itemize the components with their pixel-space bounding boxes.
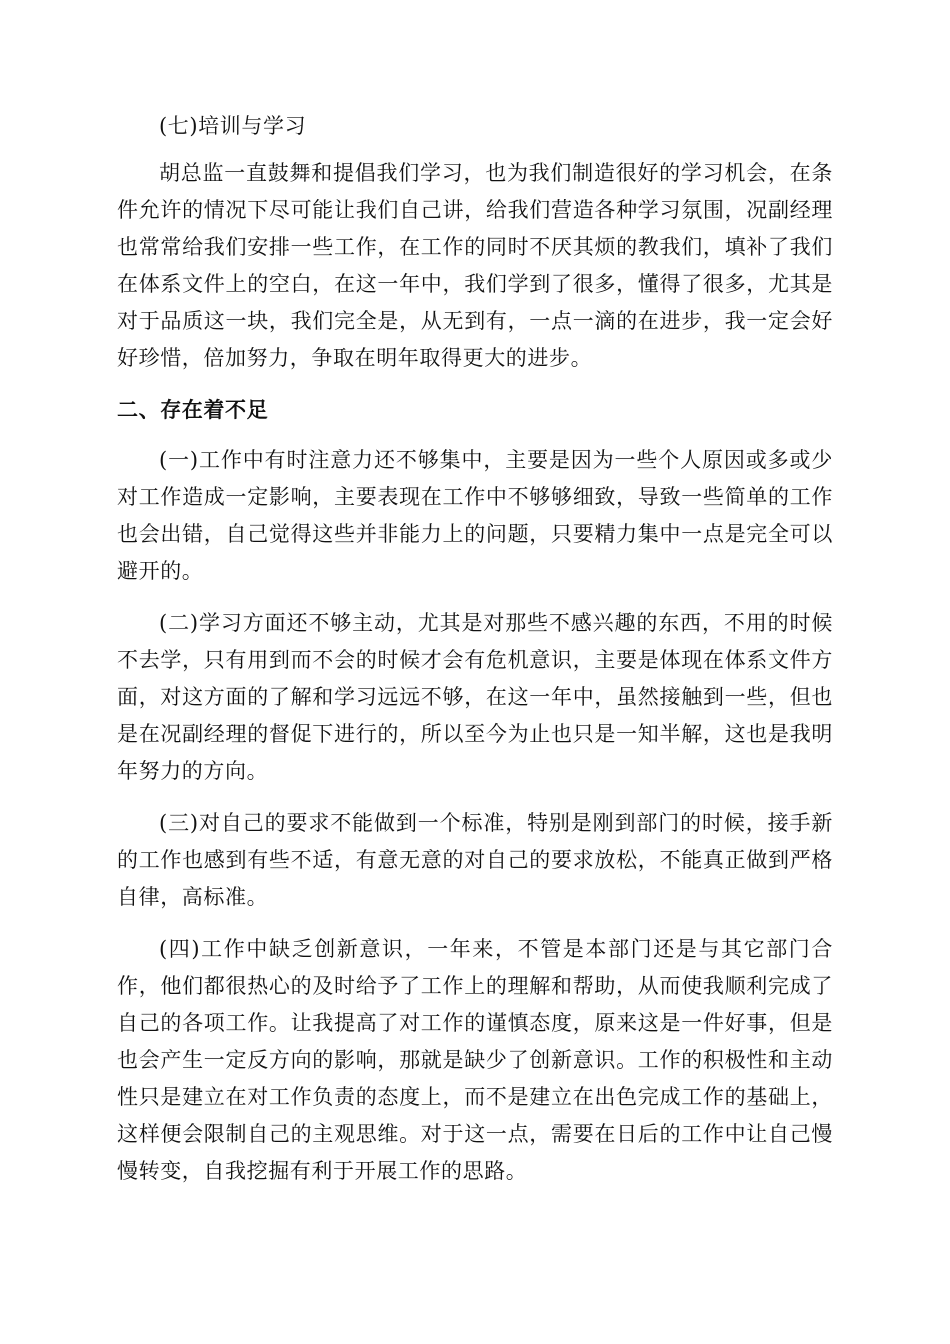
subheading-training: (七)培训与学习: [159, 114, 307, 138]
paragraph-training-body: 胡总监一直鼓舞和提倡我们学习，也为我们制造很好的学习机会，在条件允许的情况下尽可能让我们自己讲，给我们营造各种学习氛围，况副经理也常常给我们安排一些工作，在工作的同时不厌其烦的教我们，填补了我们在体系文件上的空白，在这一年中，我们学到了很多，懂得了很多，尤其是对于品质这一块，我们完全是，从无到有，一点一滴的在进步，我一定会好好珍惜，倍加努力，争取在明年取得更大的进步。: [117, 161, 833, 370]
paragraph-shortcoming-3: (三)对自己的要求不能做到一个标准，特别是刚到部门的时候，接手新的工作也感到有些不适，有意无意的对自己的要求放松，不能真正做到严格自律，高标准。: [117, 811, 833, 909]
paragraph-shortcoming-1: (一)工作中有时注意力还不够集中，主要是因为一些个人原因或多或少对工作造成一定影响，主要表现在工作中不够够细致，导致一些简单的工作也会出错，自己觉得这些并非能力上的问题，只要精力集中一点是完全可以避开的。: [117, 448, 833, 583]
section-heading-shortcomings: 二、存在着不足: [117, 398, 269, 422]
paragraph-shortcoming-2: (二)学习方面还不够主动，尤其是对那些不感兴趣的东西，不用的时候不去学，只有用到而不会的时候才会有危机意识，主要是体现在体系文件方面，对这方面的了解和学习远远不够，在这一年中，虽然接触到一些，但也是在况副经理的督促下进行的，所以至今为止也只是一知半解，这也是我明年努力的方向。: [117, 611, 833, 783]
document-page: [117, 108, 833, 1205]
paragraph-shortcoming-4: (四)工作中缺乏创新意识，一年来，不管是本部门还是与其它部门合作，他们都很热心的及时给予了工作上的理解和帮助，从而使我顺利完成了自己的各项工作。让我提高了对工作的谨慎态度，原来这是一件好事，但是也会产生一定反方向的影响，那就是缺少了创新意识。工作的积极性和主动性只是建立在对工作负责的态度上，而不是建立在出色完成工作的基础上，这样便会限制自己的主观思维。对于这一点，需要在日后的工作中让自己慢慢转变，自我挖掘有利于开展工作的思路。: [117, 937, 833, 1183]
